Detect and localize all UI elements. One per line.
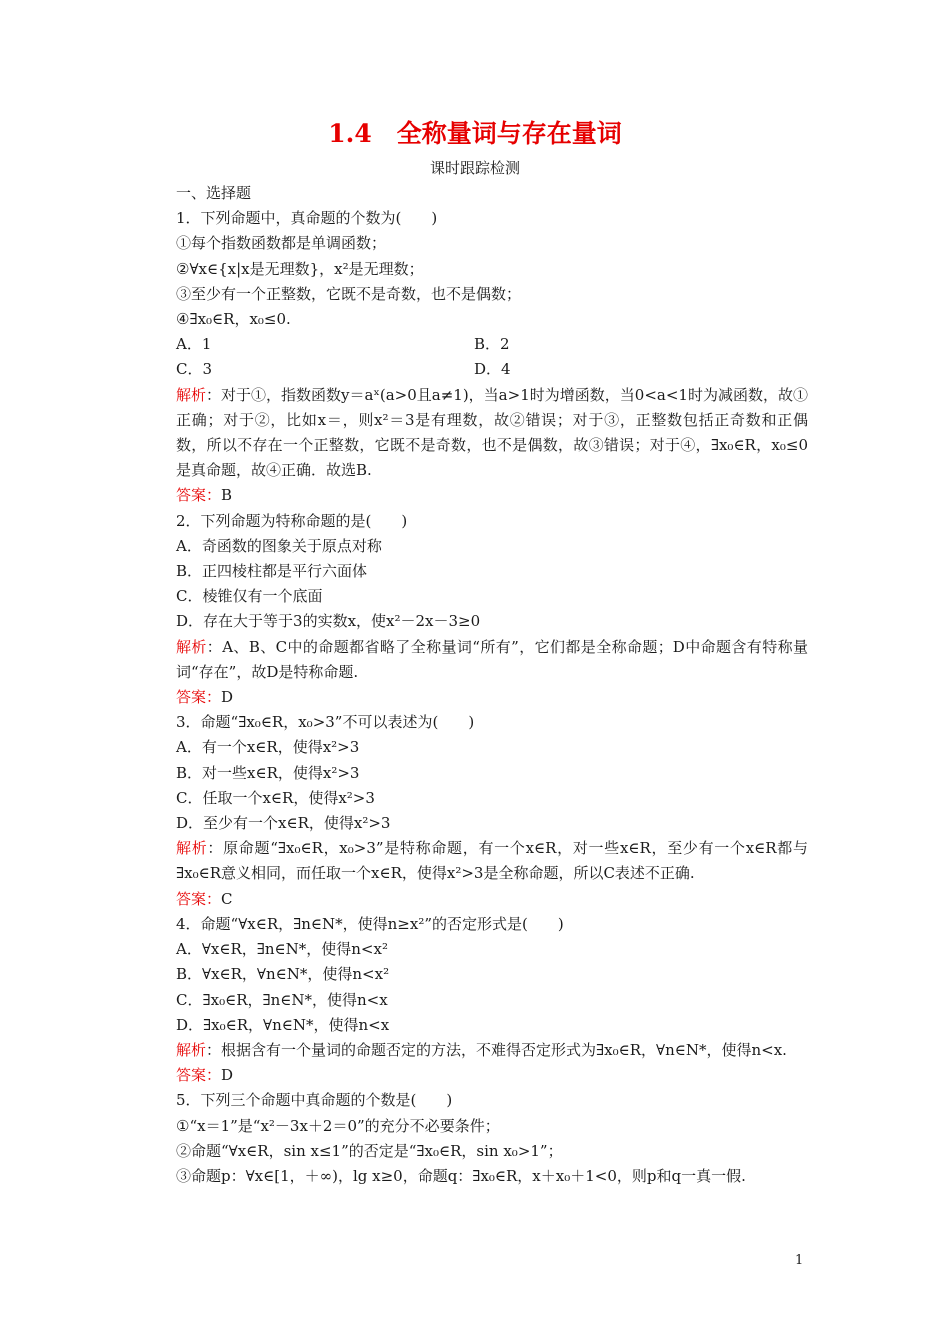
q4-answer [146,1063,808,1088]
q3-option: A．有一个x∈R，使得x²>3 [176,738,360,757]
answer-value: B [221,486,233,505]
q1-options-row [146,357,808,382]
analysis-label: 解析 [176,839,208,858]
q4-stem: 4．命题“∀x∈R，∃n∈N*，使得n≥x²”的否定形式是( ) [176,914,564,933]
q1-option-d: D．4 [474,360,511,379]
q3-analysis [146,836,808,886]
q1-option-a: A．1 [176,335,212,354]
q5-item: ③命题p：∀x∈[1，＋∞)，lg x≥0，命题q：∃x₀∈R，x＋x₀＋1<0，则p和q一真一假. [176,1166,746,1185]
q2-option: B．正四棱柱都是平行六面体 [176,562,368,581]
analysis-text: ：根据含有一个量词的命题否定的方法，不难得否定形式为∃x₀∈R，∀n∈N*，使得n<x. [206,1040,787,1059]
q1-item: ②∀x∈{x|x是无理数}，x²是无理数； [176,259,424,278]
answer-label: 答案： [176,688,222,707]
section-heading: 一、选择题 [176,184,252,202]
q3-option: C．任取一个x∈R，使得x²>3 [176,788,375,807]
answer-value: D [221,1066,234,1085]
q4-option: A．∀x∈R，∃n∈N*，使得n<x² [176,940,388,959]
analysis-label: 解析 [176,1040,207,1059]
q2-option: A．奇函数的图象关于原点对称 [176,536,382,555]
analysis-text: ：对于①，指数函数y＝aˣ(a>0且a≠1)，当a>1时为增函数，当0<a<1时为减函数，故①正确；对于②，比如x＝，则x²＝3是有理数，故②错误；对于③，正整数包括正奇数和正偶数，所以不存在一个正整数，它既不是奇数，也不是偶数，故③错误；对于④，∃x₀∈R，x₀≤0是真命题，故④正确．故选B. [176,385,808,480]
document-body [146,181,808,1189]
q3-option: B．对一些x∈R，使得x²>3 [176,763,360,782]
q5-stem: 5．下列三个命题中真命题的个数是( ) [176,1091,453,1110]
q2-option: C．棱锥仅有一个底面 [176,587,323,606]
answer-label: 答案： [176,889,222,908]
q1-analysis [146,383,808,484]
page-subtitle: 课时跟踪检测 [429,159,520,177]
page-number: 1 [795,1253,804,1268]
q4-analysis [146,1038,808,1063]
q4-option: D．∃x₀∈R，∀n∈N*，使得n<x [176,1015,390,1034]
analysis-label: 解析 [176,385,207,404]
q5-item: ②命题“∀x∈R，sin x≤1”的否定是“∃x₀∈R，sin x₀>1”； [176,1141,563,1160]
q1-answer [146,483,808,508]
answer-value: C [221,889,233,908]
answer-label: 答案： [176,1066,222,1085]
q4-option: B．∀x∈R，∀n∈N*，使得n<x² [176,965,390,984]
answer-label: 答案： [176,486,222,505]
q1-options-row [146,332,808,357]
q1-option-b: B．2 [474,335,510,354]
q1-stem: 1．下列命题中，真命题的个数为( ) [176,209,438,228]
analysis-text: ：A、B、C中的命题都省略了全称量词“所有”，它们都是全称命题；D中命题含有特称量词“存在”，故D是特称命题. [176,637,808,681]
q3-stem: 3．命题“∃x₀∈R，x₀>3”不可以表述为( ) [176,713,475,732]
q4-option: C．∃x₀∈R，∃n∈N*，使得n<x [176,990,388,1009]
q1-item: ③至少有一个正整数，它既不是奇数，也不是偶数； [176,284,522,303]
q3-answer [146,887,808,912]
q2-stem: 2．下列命题为特称命题的是( ) [176,511,408,530]
q1-option-c: C．3 [176,360,213,379]
analysis-text: ：原命题“∃x₀∈R，x₀>3”是特称命题，有一个x∈R，对一些x∈R，至少有一个x∈R都与∃x₀∈R意义相同，而任取一个x∈R，使得x²>3是全称命题，所以C表述不正确. [176,839,808,883]
q3-option: D．至少有一个x∈R，使得x²>3 [176,814,391,833]
page-title: 1.4 全称量词与存在量词 [328,119,622,148]
q5-item: ①“x＝1”是“x²－3x＋2＝0”的充分不必要条件； [176,1116,500,1135]
q1-item: ④∃x₀∈R，x₀≤0. [176,310,291,329]
q2-option: D．存在大于等于3的实数x，使x²－2x－3≥0 [176,612,481,631]
q1-item: ①每个指数函数都是单调函数； [176,234,387,253]
q2-analysis [146,635,808,685]
q2-answer [146,685,808,710]
analysis-label: 解析 [176,637,207,656]
answer-value: D [221,688,234,707]
